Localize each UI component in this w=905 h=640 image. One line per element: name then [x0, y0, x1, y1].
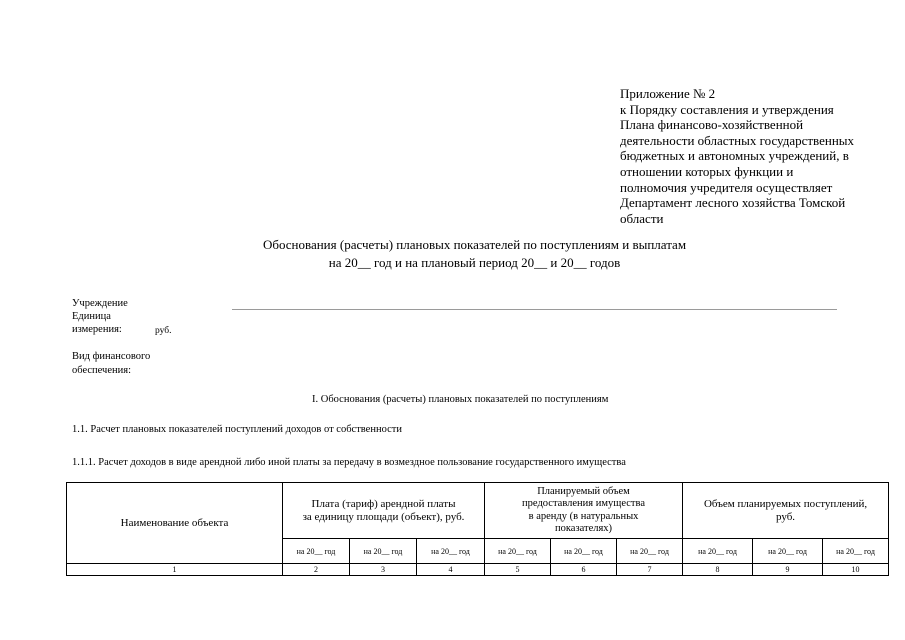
unit-label-cont: измерения:	[72, 324, 122, 335]
unit-label: Единица	[72, 311, 111, 322]
column-number: 7	[617, 564, 683, 576]
section-1-heading: I. Обоснования (расчеты) плановых показателей по поступлениям	[312, 394, 609, 405]
appendix-line: Приложение № 2	[620, 86, 716, 101]
year-subheader: на 20__ год	[753, 539, 823, 564]
column-number: 6	[551, 564, 617, 576]
column-number: 10	[823, 564, 889, 576]
section-1-1-1-heading: 1.1.1. Расчет доходов в виде арендной либо иной платы за передачу в возмездное пользование государственного имущества	[72, 457, 626, 468]
header-volume-line: показателях)	[554, 523, 613, 534]
finance-type-label-cont: обеспечения:	[72, 365, 131, 376]
header-volume-line: Планируемый объем	[537, 485, 630, 497]
institution-field-line[interactable]	[232, 309, 837, 310]
column-number: 9	[753, 564, 823, 576]
section-1-1-heading: 1.1. Расчет плановых показателей поступлений доходов от собственности	[72, 424, 402, 435]
institution-label: Учреждение	[72, 298, 128, 309]
year-subheader: на 20__ год	[617, 539, 683, 564]
header-revenue-line: Объем планируемых поступлений,	[703, 497, 868, 510]
header-planned-revenue	[683, 483, 889, 539]
column-number: 5	[485, 564, 551, 576]
header-tariff	[283, 483, 485, 539]
column-number: 2	[283, 564, 350, 576]
column-number: 1	[67, 564, 283, 576]
header-tariff-line: за единицу площади (объект), руб.	[302, 510, 465, 523]
appendix-line: Плана финансово-хозяйственной	[620, 117, 804, 133]
finance-type-label: Вид финансового	[72, 351, 151, 362]
appendix-line: отношении которых функции и	[620, 163, 794, 179]
appendix-line: полномочия учредителя осуществляет	[620, 179, 833, 195]
year-subheader: на 20__ год	[823, 539, 889, 564]
appendix-line: области	[620, 210, 664, 226]
header-volume-line: предоставления имущества	[522, 498, 645, 509]
header-object-name: Наименование объекта	[67, 483, 283, 564]
header-revenue-line: руб.	[776, 510, 796, 523]
year-subheader: на 20__ год	[485, 539, 551, 564]
appendix-line: к Порядку составления и утверждения	[620, 101, 834, 117]
revenue-table	[66, 482, 889, 576]
appendix-line: бюджетных и автономных учреждений, в	[620, 148, 849, 164]
document-subtitle: на 20__ год и на плановый период 20__ и 20__ годов	[328, 255, 621, 270]
unit-value: руб.	[155, 326, 172, 336]
column-number: 3	[350, 564, 417, 576]
year-subheader: на 20__ год	[417, 539, 485, 564]
appendix-line: деятельности областных государственных	[620, 132, 855, 148]
document-title: Обоснования (расчеты) плановых показателей по поступлениям и выплатам	[262, 237, 687, 252]
year-subheader: на 20__ год	[551, 539, 617, 564]
year-subheader: на 20__ год	[683, 539, 753, 564]
appendix-line: Департамент лесного хозяйства Томской	[620, 195, 846, 211]
year-subheader: на 20__ год	[283, 539, 350, 564]
header-tariff-line: Плата (тариф) арендной платы	[311, 497, 456, 510]
column-number: 4	[417, 564, 485, 576]
column-number: 8	[683, 564, 753, 576]
year-subheader: на 20__ год	[350, 539, 417, 564]
appendix-block	[620, 86, 890, 226]
header-planned-volume	[485, 483, 683, 539]
header-volume-line: в аренду (в натуральных	[528, 510, 639, 522]
